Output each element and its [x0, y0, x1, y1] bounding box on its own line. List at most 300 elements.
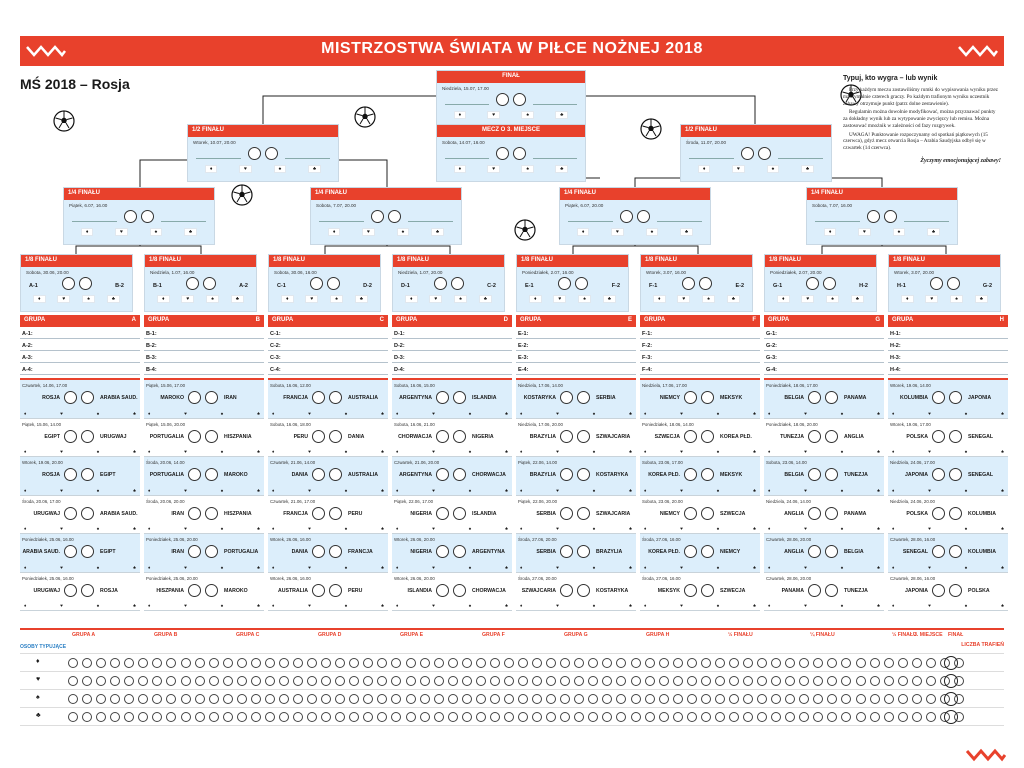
- prediction-circle[interactable]: [912, 658, 922, 668]
- prediction-circle[interactable]: [504, 676, 514, 686]
- prediction-circle[interactable]: [363, 712, 373, 722]
- prediction-circle[interactable]: [926, 712, 936, 722]
- group-position-field[interactable]: G-4:: [764, 363, 884, 375]
- prediction-circle[interactable]: [223, 676, 233, 686]
- prediction-circle[interactable]: [532, 676, 542, 686]
- prediction-circle[interactable]: [856, 676, 866, 686]
- prediction-circle[interactable]: [504, 712, 514, 722]
- prediction-circle[interactable]: [841, 694, 851, 704]
- prediction-circle[interactable]: [476, 712, 486, 722]
- prediction-circle[interactable]: [335, 712, 345, 722]
- prediction-circle[interactable]: [223, 712, 233, 722]
- prediction-circle[interactable]: [307, 712, 317, 722]
- prediction-circle[interactable]: [293, 694, 303, 704]
- score-input-away[interactable]: [577, 468, 590, 481]
- prediction-circle[interactable]: [687, 712, 697, 722]
- prediction-circle[interactable]: [96, 712, 106, 722]
- score-input-away[interactable]: [577, 584, 590, 597]
- prediction-circle[interactable]: [827, 676, 837, 686]
- score-input-home[interactable]: [806, 277, 819, 290]
- prediction-circle[interactable]: [138, 694, 148, 704]
- score-input-away[interactable]: [81, 468, 94, 481]
- group-position-field[interactable]: D-4:: [392, 363, 512, 375]
- score-input-away[interactable]: [329, 507, 342, 520]
- score-input-home[interactable]: [932, 507, 945, 520]
- score-input-away[interactable]: [329, 545, 342, 558]
- score-input-home[interactable]: [560, 468, 573, 481]
- group-position-field[interactable]: B-4:: [144, 363, 264, 375]
- score-input-away[interactable]: [79, 277, 92, 290]
- prediction-circle[interactable]: [420, 676, 430, 686]
- prediction-circle[interactable]: [448, 676, 458, 686]
- score-input-away[interactable]: [949, 584, 962, 597]
- prediction-circle[interactable]: [195, 694, 205, 704]
- prediction-circle[interactable]: [560, 676, 570, 686]
- prediction-circle[interactable]: [223, 658, 233, 668]
- prediction-circle[interactable]: [406, 694, 416, 704]
- prediction-circle[interactable]: [82, 712, 92, 722]
- prediction-circle[interactable]: [616, 676, 626, 686]
- score-input-away[interactable]: [205, 545, 218, 558]
- prediction-circle[interactable]: [757, 712, 767, 722]
- prediction-circle[interactable]: [729, 676, 739, 686]
- prediction-circle[interactable]: [293, 658, 303, 668]
- prediction-circle[interactable]: [504, 694, 514, 704]
- score-input-home[interactable]: [188, 468, 201, 481]
- score-input-home[interactable]: [312, 391, 325, 404]
- prediction-circle[interactable]: [363, 694, 373, 704]
- prediction-circle[interactable]: [110, 658, 120, 668]
- group-position-field[interactable]: F-2:: [640, 339, 760, 351]
- group-position-field[interactable]: H-1:: [888, 327, 1008, 339]
- group-position-field[interactable]: G-1:: [764, 327, 884, 339]
- group-position-field[interactable]: B-2:: [144, 339, 264, 351]
- prediction-circle[interactable]: [68, 676, 78, 686]
- score-input-home[interactable]: [932, 391, 945, 404]
- prediction-circle[interactable]: [124, 694, 134, 704]
- prediction-circle[interactable]: [68, 694, 78, 704]
- prediction-circle[interactable]: [391, 658, 401, 668]
- score-input-home[interactable]: [188, 430, 201, 443]
- score-input-away[interactable]: [884, 210, 897, 223]
- score-input-home[interactable]: [808, 507, 821, 520]
- prediction-circle[interactable]: [265, 676, 275, 686]
- score-input-home[interactable]: [186, 277, 199, 290]
- score-input-home[interactable]: [64, 430, 77, 443]
- prediction-circle[interactable]: [265, 712, 275, 722]
- score-input-home[interactable]: [684, 545, 697, 558]
- score-input-away[interactable]: [577, 507, 590, 520]
- prediction-circle[interactable]: [406, 712, 416, 722]
- prediction-circle[interactable]: [335, 676, 345, 686]
- group-position-field[interactable]: F-3:: [640, 351, 760, 363]
- score-input-away[interactable]: [513, 93, 526, 106]
- score-input-away[interactable]: [205, 391, 218, 404]
- prediction-circle[interactable]: [96, 658, 106, 668]
- prediction-circle[interactable]: [223, 694, 233, 704]
- prediction-circle[interactable]: [518, 712, 528, 722]
- score-input-away[interactable]: [701, 584, 714, 597]
- prediction-circle[interactable]: [321, 712, 331, 722]
- prediction-circle[interactable]: [841, 658, 851, 668]
- score-input-away[interactable]: [205, 468, 218, 481]
- prediction-circle[interactable]: [152, 658, 162, 668]
- group-position-field[interactable]: A-2:: [20, 339, 140, 351]
- prediction-circle[interactable]: [349, 658, 359, 668]
- prediction-circle[interactable]: [616, 694, 626, 704]
- prediction-circle[interactable]: [490, 676, 500, 686]
- prediction-circle[interactable]: [546, 676, 556, 686]
- prediction-circle[interactable]: [181, 712, 191, 722]
- prediction-circle[interactable]: [729, 712, 739, 722]
- prediction-circle[interactable]: [715, 658, 725, 668]
- score-input-home[interactable]: [64, 545, 77, 558]
- score-input-away[interactable]: [825, 507, 838, 520]
- prediction-circle[interactable]: [701, 712, 711, 722]
- score-input-home[interactable]: [932, 545, 945, 558]
- prediction-circle[interactable]: [546, 658, 556, 668]
- prediction-circle[interactable]: [546, 694, 556, 704]
- score-input-home[interactable]: [560, 507, 573, 520]
- score-input-home[interactable]: [684, 584, 697, 597]
- prediction-circle[interactable]: [420, 712, 430, 722]
- prediction-circle[interactable]: [912, 694, 922, 704]
- prediction-circle[interactable]: [265, 694, 275, 704]
- score-input-home[interactable]: [310, 277, 323, 290]
- prediction-circle[interactable]: [813, 658, 823, 668]
- total-circle[interactable]: [944, 656, 958, 670]
- score-input-away[interactable]: [823, 277, 836, 290]
- prediction-circle[interactable]: [279, 658, 289, 668]
- prediction-circle[interactable]: [321, 676, 331, 686]
- prediction-circle[interactable]: [434, 712, 444, 722]
- prediction-circle[interactable]: [785, 712, 795, 722]
- prediction-circle[interactable]: [237, 712, 247, 722]
- score-input-home[interactable]: [64, 584, 77, 597]
- prediction-circle[interactable]: [771, 676, 781, 686]
- group-position-field[interactable]: C-1:: [268, 327, 388, 339]
- prediction-circle[interactable]: [870, 712, 880, 722]
- score-input-home[interactable]: [808, 391, 821, 404]
- score-input-away[interactable]: [453, 430, 466, 443]
- score-input-home[interactable]: [741, 147, 754, 160]
- prediction-circle[interactable]: [391, 712, 401, 722]
- score-input-home[interactable]: [560, 391, 573, 404]
- prediction-circle[interactable]: [631, 694, 641, 704]
- prediction-circle[interactable]: [251, 676, 261, 686]
- score-input-away[interactable]: [81, 545, 94, 558]
- score-input-away[interactable]: [265, 147, 278, 160]
- prediction-circle[interactable]: [476, 658, 486, 668]
- group-position-field[interactable]: D-3:: [392, 351, 512, 363]
- score-input-away[interactable]: [205, 430, 218, 443]
- score-input-home[interactable]: [808, 430, 821, 443]
- prediction-circle[interactable]: [631, 658, 641, 668]
- group-position-field[interactable]: G-3:: [764, 351, 884, 363]
- prediction-circle[interactable]: [363, 676, 373, 686]
- score-input-away[interactable]: [701, 507, 714, 520]
- score-input-away[interactable]: [81, 391, 94, 404]
- score-input-away[interactable]: [388, 210, 401, 223]
- prediction-circle[interactable]: [687, 658, 697, 668]
- score-input-home[interactable]: [560, 545, 573, 558]
- prediction-circle[interactable]: [856, 694, 866, 704]
- prediction-circle[interactable]: [138, 676, 148, 686]
- score-input-away[interactable]: [949, 507, 962, 520]
- prediction-circle[interactable]: [813, 694, 823, 704]
- score-input-home[interactable]: [930, 277, 943, 290]
- prediction-circle[interactable]: [574, 658, 584, 668]
- prediction-circle[interactable]: [574, 694, 584, 704]
- prediction-circle[interactable]: [377, 676, 387, 686]
- prediction-circle[interactable]: [701, 676, 711, 686]
- prediction-circle[interactable]: [166, 676, 176, 686]
- prediction-circle[interactable]: [152, 694, 162, 704]
- score-input-away[interactable]: [577, 545, 590, 558]
- score-input-home[interactable]: [312, 545, 325, 558]
- prediction-circle[interactable]: [588, 658, 598, 668]
- prediction-circle[interactable]: [813, 676, 823, 686]
- prediction-circle[interactable]: [321, 694, 331, 704]
- prediction-circle[interactable]: [799, 676, 809, 686]
- prediction-circle[interactable]: [518, 658, 528, 668]
- prediction-circle[interactable]: [377, 658, 387, 668]
- prediction-circle[interactable]: [166, 658, 176, 668]
- score-input-away[interactable]: [825, 430, 838, 443]
- prediction-circle[interactable]: [645, 658, 655, 668]
- score-input-away[interactable]: [329, 430, 342, 443]
- prediction-circle[interactable]: [799, 694, 809, 704]
- score-input-away[interactable]: [701, 430, 714, 443]
- prediction-circle[interactable]: [659, 676, 669, 686]
- score-input-home[interactable]: [371, 210, 384, 223]
- prediction-circle[interactable]: [884, 694, 894, 704]
- prediction-circle[interactable]: [799, 712, 809, 722]
- group-position-field[interactable]: A-4:: [20, 363, 140, 375]
- score-input-home[interactable]: [496, 147, 509, 160]
- prediction-circle[interactable]: [307, 694, 317, 704]
- prediction-circle[interactable]: [560, 658, 570, 668]
- score-input-away[interactable]: [699, 277, 712, 290]
- prediction-circle[interactable]: [870, 658, 880, 668]
- prediction-circle[interactable]: [138, 658, 148, 668]
- score-input-home[interactable]: [64, 391, 77, 404]
- prediction-circle[interactable]: [645, 712, 655, 722]
- score-input-away[interactable]: [701, 545, 714, 558]
- prediction-circle[interactable]: [532, 712, 542, 722]
- prediction-circle[interactable]: [349, 694, 359, 704]
- prediction-circle[interactable]: [884, 676, 894, 686]
- prediction-circle[interactable]: [518, 694, 528, 704]
- prediction-circle[interactable]: [645, 676, 655, 686]
- score-input-home[interactable]: [620, 210, 633, 223]
- prediction-circle[interactable]: [673, 658, 683, 668]
- prediction-circle[interactable]: [181, 658, 191, 668]
- score-input-away[interactable]: [329, 584, 342, 597]
- score-input-home[interactable]: [312, 468, 325, 481]
- prediction-circle[interactable]: [616, 712, 626, 722]
- prediction-circle[interactable]: [462, 712, 472, 722]
- score-input-away[interactable]: [327, 277, 340, 290]
- prediction-circle[interactable]: [898, 658, 908, 668]
- prediction-circle[interactable]: [420, 658, 430, 668]
- group-position-field[interactable]: G-2:: [764, 339, 884, 351]
- prediction-circle[interactable]: [110, 676, 120, 686]
- prediction-circle[interactable]: [335, 694, 345, 704]
- prediction-circle[interactable]: [279, 694, 289, 704]
- prediction-circle[interactable]: [321, 658, 331, 668]
- prediction-circle[interactable]: [434, 658, 444, 668]
- prediction-circle[interactable]: [279, 712, 289, 722]
- score-input-home[interactable]: [188, 507, 201, 520]
- prediction-circle[interactable]: [912, 712, 922, 722]
- prediction-circle[interactable]: [588, 712, 598, 722]
- prediction-circle[interactable]: [68, 658, 78, 668]
- prediction-circle[interactable]: [377, 712, 387, 722]
- score-input-home[interactable]: [436, 584, 449, 597]
- prediction-circle[interactable]: [841, 712, 851, 722]
- score-input-home[interactable]: [62, 277, 75, 290]
- prediction-circle[interactable]: [335, 658, 345, 668]
- score-input-home[interactable]: [932, 584, 945, 597]
- score-input-away[interactable]: [949, 391, 962, 404]
- score-input-home[interactable]: [808, 545, 821, 558]
- score-input-away[interactable]: [575, 277, 588, 290]
- prediction-circle[interactable]: [631, 712, 641, 722]
- prediction-circle[interactable]: [518, 676, 528, 686]
- score-input-home[interactable]: [867, 210, 880, 223]
- prediction-circle[interactable]: [602, 712, 612, 722]
- prediction-circle[interactable]: [349, 712, 359, 722]
- score-input-home[interactable]: [188, 391, 201, 404]
- score-input-away[interactable]: [329, 468, 342, 481]
- prediction-circle[interactable]: [785, 658, 795, 668]
- score-input-home[interactable]: [64, 507, 77, 520]
- prediction-circle[interactable]: [884, 658, 894, 668]
- group-position-field[interactable]: D-2:: [392, 339, 512, 351]
- prediction-circle[interactable]: [82, 676, 92, 686]
- prediction-circle[interactable]: [785, 694, 795, 704]
- score-input-away[interactable]: [81, 507, 94, 520]
- prediction-circle[interactable]: [209, 694, 219, 704]
- prediction-circle[interactable]: [82, 694, 92, 704]
- prediction-circle[interactable]: [743, 712, 753, 722]
- group-position-field[interactable]: B-1:: [144, 327, 264, 339]
- score-input-away[interactable]: [577, 430, 590, 443]
- prediction-circle[interactable]: [504, 658, 514, 668]
- prediction-circle[interactable]: [434, 676, 444, 686]
- prediction-circle[interactable]: [560, 712, 570, 722]
- prediction-circle[interactable]: [293, 712, 303, 722]
- prediction-circle[interactable]: [898, 694, 908, 704]
- score-input-home[interactable]: [248, 147, 261, 160]
- score-input-home[interactable]: [436, 468, 449, 481]
- prediction-circle[interactable]: [391, 694, 401, 704]
- prediction-circle[interactable]: [166, 694, 176, 704]
- prediction-circle[interactable]: [307, 676, 317, 686]
- prediction-circle[interactable]: [757, 658, 767, 668]
- group-position-field[interactable]: C-3:: [268, 351, 388, 363]
- score-input-home[interactable]: [684, 391, 697, 404]
- prediction-circle[interactable]: [757, 694, 767, 704]
- group-position-field[interactable]: E-1:: [516, 327, 636, 339]
- prediction-circle[interactable]: [757, 676, 767, 686]
- score-input-away[interactable]: [205, 507, 218, 520]
- prediction-circle[interactable]: [209, 676, 219, 686]
- group-position-field[interactable]: H-2:: [888, 339, 1008, 351]
- prediction-circle[interactable]: [659, 658, 669, 668]
- group-position-field[interactable]: B-3:: [144, 351, 264, 363]
- prediction-circle[interactable]: [659, 694, 669, 704]
- total-circle[interactable]: [944, 692, 958, 706]
- group-position-field[interactable]: A-1:: [20, 327, 140, 339]
- prediction-circle[interactable]: [715, 712, 725, 722]
- prediction-circle[interactable]: [574, 676, 584, 686]
- score-input-away[interactable]: [81, 584, 94, 597]
- prediction-circle[interactable]: [476, 676, 486, 686]
- group-position-field[interactable]: C-2:: [268, 339, 388, 351]
- prediction-circle[interactable]: [532, 694, 542, 704]
- group-position-field[interactable]: F-1:: [640, 327, 760, 339]
- prediction-circle[interactable]: [195, 712, 205, 722]
- score-input-home[interactable]: [932, 430, 945, 443]
- prediction-circle[interactable]: [96, 694, 106, 704]
- group-position-field[interactable]: H-4:: [888, 363, 1008, 375]
- prediction-circle[interactable]: [616, 658, 626, 668]
- prediction-circle[interactable]: [729, 658, 739, 668]
- prediction-circle[interactable]: [631, 676, 641, 686]
- prediction-circle[interactable]: [546, 712, 556, 722]
- prediction-circle[interactable]: [673, 712, 683, 722]
- total-circle[interactable]: [944, 674, 958, 688]
- prediction-circle[interactable]: [743, 694, 753, 704]
- prediction-circle[interactable]: [490, 694, 500, 704]
- score-input-home[interactable]: [684, 430, 697, 443]
- prediction-circle[interactable]: [926, 676, 936, 686]
- score-input-away[interactable]: [203, 277, 216, 290]
- score-input-away[interactable]: [141, 210, 154, 223]
- prediction-circle[interactable]: [827, 712, 837, 722]
- prediction-circle[interactable]: [279, 676, 289, 686]
- score-input-home[interactable]: [312, 430, 325, 443]
- score-input-home[interactable]: [436, 391, 449, 404]
- score-input-home[interactable]: [684, 507, 697, 520]
- score-input-home[interactable]: [312, 507, 325, 520]
- prediction-circle[interactable]: [870, 676, 880, 686]
- score-input-home[interactable]: [188, 584, 201, 597]
- score-input-home[interactable]: [496, 93, 509, 106]
- score-input-away[interactable]: [949, 430, 962, 443]
- prediction-circle[interactable]: [152, 676, 162, 686]
- score-input-away[interactable]: [453, 468, 466, 481]
- prediction-circle[interactable]: [181, 676, 191, 686]
- score-input-away[interactable]: [701, 391, 714, 404]
- prediction-circle[interactable]: [827, 658, 837, 668]
- prediction-circle[interactable]: [307, 658, 317, 668]
- prediction-circle[interactable]: [659, 712, 669, 722]
- prediction-circle[interactable]: [124, 676, 134, 686]
- score-input-home[interactable]: [558, 277, 571, 290]
- prediction-circle[interactable]: [898, 676, 908, 686]
- prediction-circle[interactable]: [673, 676, 683, 686]
- prediction-circle[interactable]: [560, 694, 570, 704]
- score-input-home[interactable]: [312, 584, 325, 597]
- prediction-circle[interactable]: [96, 676, 106, 686]
- score-input-away[interactable]: [329, 391, 342, 404]
- group-position-field[interactable]: E-2:: [516, 339, 636, 351]
- prediction-circle[interactable]: [841, 676, 851, 686]
- prediction-circle[interactable]: [195, 676, 205, 686]
